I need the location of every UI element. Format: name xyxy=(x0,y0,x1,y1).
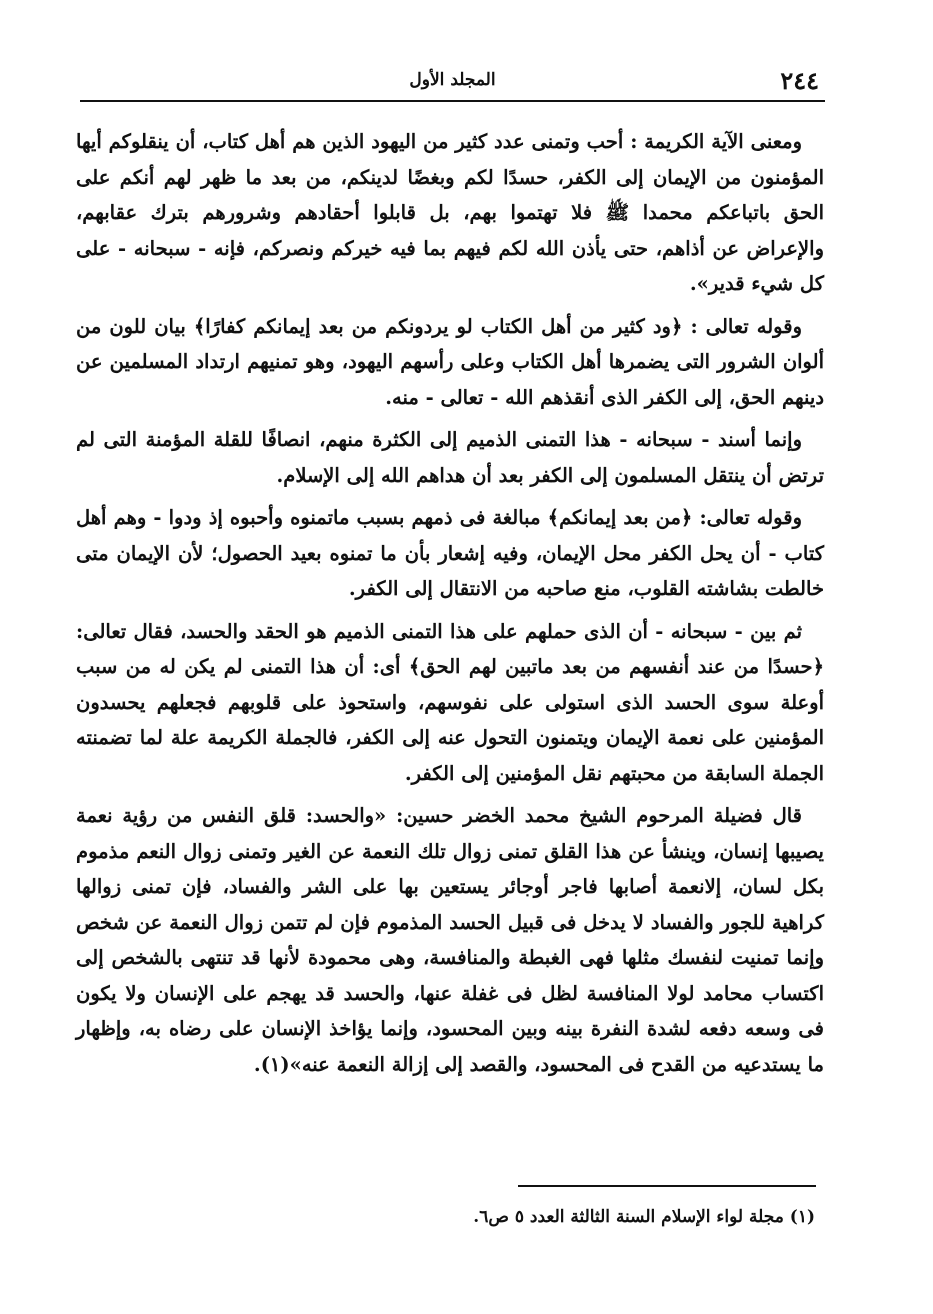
paragraph: ثم بين - سبحانه - أن الذى حملهم على هذا التمنى الذميم هو الحقد والحسد، فقال تعالى: ﴿حسدًا من عند أنفسهم من بعد ماتبين لهم الحق﴾ أى: أن هذا التمنى لم يكن له من سبب أوعلة سوى الحسد الذى استولى على نفوسهم، واستحوذ على قلوبهم فجعلهم يحسدون المؤمنين على نعمة الإيمان ويتمنون التحول عنه إلى الكفر، فالجملة الكريمة علة لما تضمنته الجملة السابقة من محبتهم نقل المؤمنين إلى الكفر. xyxy=(76,619,824,785)
page-header xyxy=(80,66,825,96)
paragraph: وقوله تعالى: ﴿من بعد إيمانكم﴾ مبالغة فى ذمهم بسبب ماتمنوه وأحبوه إذ ودوا - وهم أهل كتاب - أن يحل الكفر محل الإيمان، وفيه إشعار بأن ما تمنوه بعيد الحصول؛ لأن الإيمان متى خالطت بشاشته القلوب، منع صاحبه من الانتقال إلى الكفر. xyxy=(76,506,824,600)
footnote-divider xyxy=(518,1185,816,1187)
paragraph: قال فضيلة المرحوم الشيخ محمد الخضر حسين: «والحسد: قلق النفس من رؤية نعمة يصيبها إنسان، وينشأ عن هذا القلق تمنى زوال تلك النعمة عن الغير وتمنى زوال النعم مذموم بكل لسان، إلانعمة أصابها فاجر أوجائر يستعين بها على الشر والفساد، فإن تمنى زوالها كراهية للجور والفساد لا يدخل فى قبيل الحسد المذموم فإن لم تتمن زوال النعمة عن شخص وإنما تمنيت لنفسك مثلها فهى الغبطة والمنافسة، وهى محمودة لأنها قد تنتهى بالشخص إلى اكتساب محامد لولا المنافسة لظل فى غفلة عنها، والحسد قد يهجم على الإنسان ولا يكون فى وسعه دفعه لشدة النفرة بينه وبين المحسود، وإنما يؤاخذ الإنسان على رضاه به، وإظهار ما يستدعيه من القدح فى المحسود، والقصد إلى إزالة النعمة عنه»(١). xyxy=(76,804,824,1076)
body-text xyxy=(76,124,824,1089)
volume-title: المجلد الأول xyxy=(409,70,496,90)
page-number: ٢٤٤ xyxy=(780,66,819,95)
footnote: (١) مجلة لواء الإسلام السنة الثالثة العدد ٥ ص٦. xyxy=(473,1207,815,1227)
paragraph: وإنما أسند - سبحانه - هذا التمنى الذميم إلى الكثرة منهم، انصافًا للقلة المؤمنة التى لم ترتض أن ينتقل المسلمون إلى الكفر بعد أن هداهم الله إلى الإسلام. xyxy=(76,428,824,487)
paragraph: وقوله تعالى : ﴿ود كثير من أهل الكتاب لو يردونكم من بعد إيمانكم كفارًا﴾ بيان للون من ألوان الشرور التى يضمرها أهل الكتاب وعلى رأسهم اليهود، وهو تمنيهم ارتداد المسلمين عن دينهم الحق، إلى الكفر الذى أنقذهم الله - تعالى - منه. xyxy=(76,314,824,409)
header-divider xyxy=(80,100,825,102)
paragraph: ومعنى الآية الكريمة : أحب وتمنى عدد كثير من اليهود الذين هم أهل كتاب، أن ينقلوكم أيها المؤمنون من الإيمان إلى الكفر، حسدًا لكم وبغضًا لدينكم، من بعد ما ظهر لهم أنكم على الحق باتباعكم محمدا ﷺ فلا تهتموا بهم، بل قابلوا أحقادهم وشرورهم بترك عقابهم، والإعراض عن أذاهم، حتى يأذن الله لكم فيهم بما فيه خيركم ونصركم، فإنه - سبحانه - على كل شيء قدير». xyxy=(76,130,824,295)
